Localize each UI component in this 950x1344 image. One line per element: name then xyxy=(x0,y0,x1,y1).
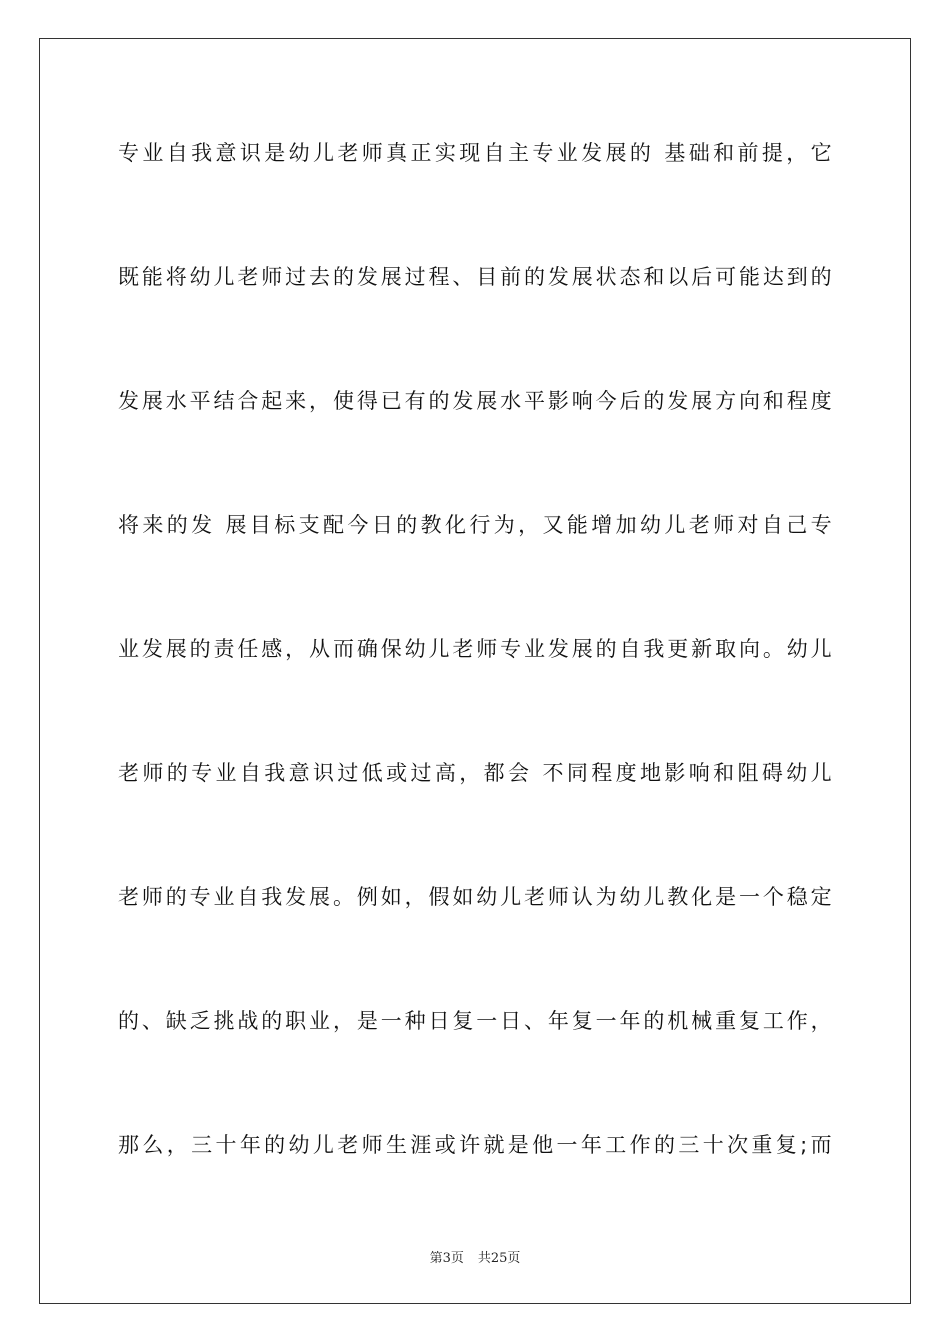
text-line: 专业自我意识是幼儿老师真正实现自主专业发展的 基础和前提，它 xyxy=(118,141,833,165)
text-line: 那么，三十年的幼儿老师生涯或许就是他一年工作的三十次重复;而 xyxy=(118,1133,833,1157)
text-line: 老师的专业自我发展。例如，假如幼儿老师认为幼儿教化是一个稳定 xyxy=(118,885,833,909)
text-line: 将来的发 展目标支配今日的教化行为，又能增加幼儿老师对自己专 xyxy=(118,513,833,537)
text-line: 既能将幼儿老师过去的发展过程、目前的发展状态和以后可能达到的 xyxy=(118,265,833,289)
page-footer xyxy=(0,1247,950,1266)
text-line: 老师的专业自我意识过低或过高，都会 不同程度地影响和阻碍幼儿 xyxy=(118,761,833,785)
page-number: 第3页 xyxy=(429,1251,464,1266)
text-line: 业发展的责任感，从而确保幼儿老师专业发展的自我更新取向。幼儿 xyxy=(118,637,833,661)
page-border xyxy=(39,38,911,1304)
text-line: 发展水平结合起来，使得已有的发展水平影响今后的发展方向和程度 xyxy=(118,389,833,413)
text-line: 的、缺乏挑战的职业，是一种日复一日、年复一年的机械重复工作， xyxy=(118,1009,833,1033)
page-total: 共25页 xyxy=(477,1251,521,1266)
